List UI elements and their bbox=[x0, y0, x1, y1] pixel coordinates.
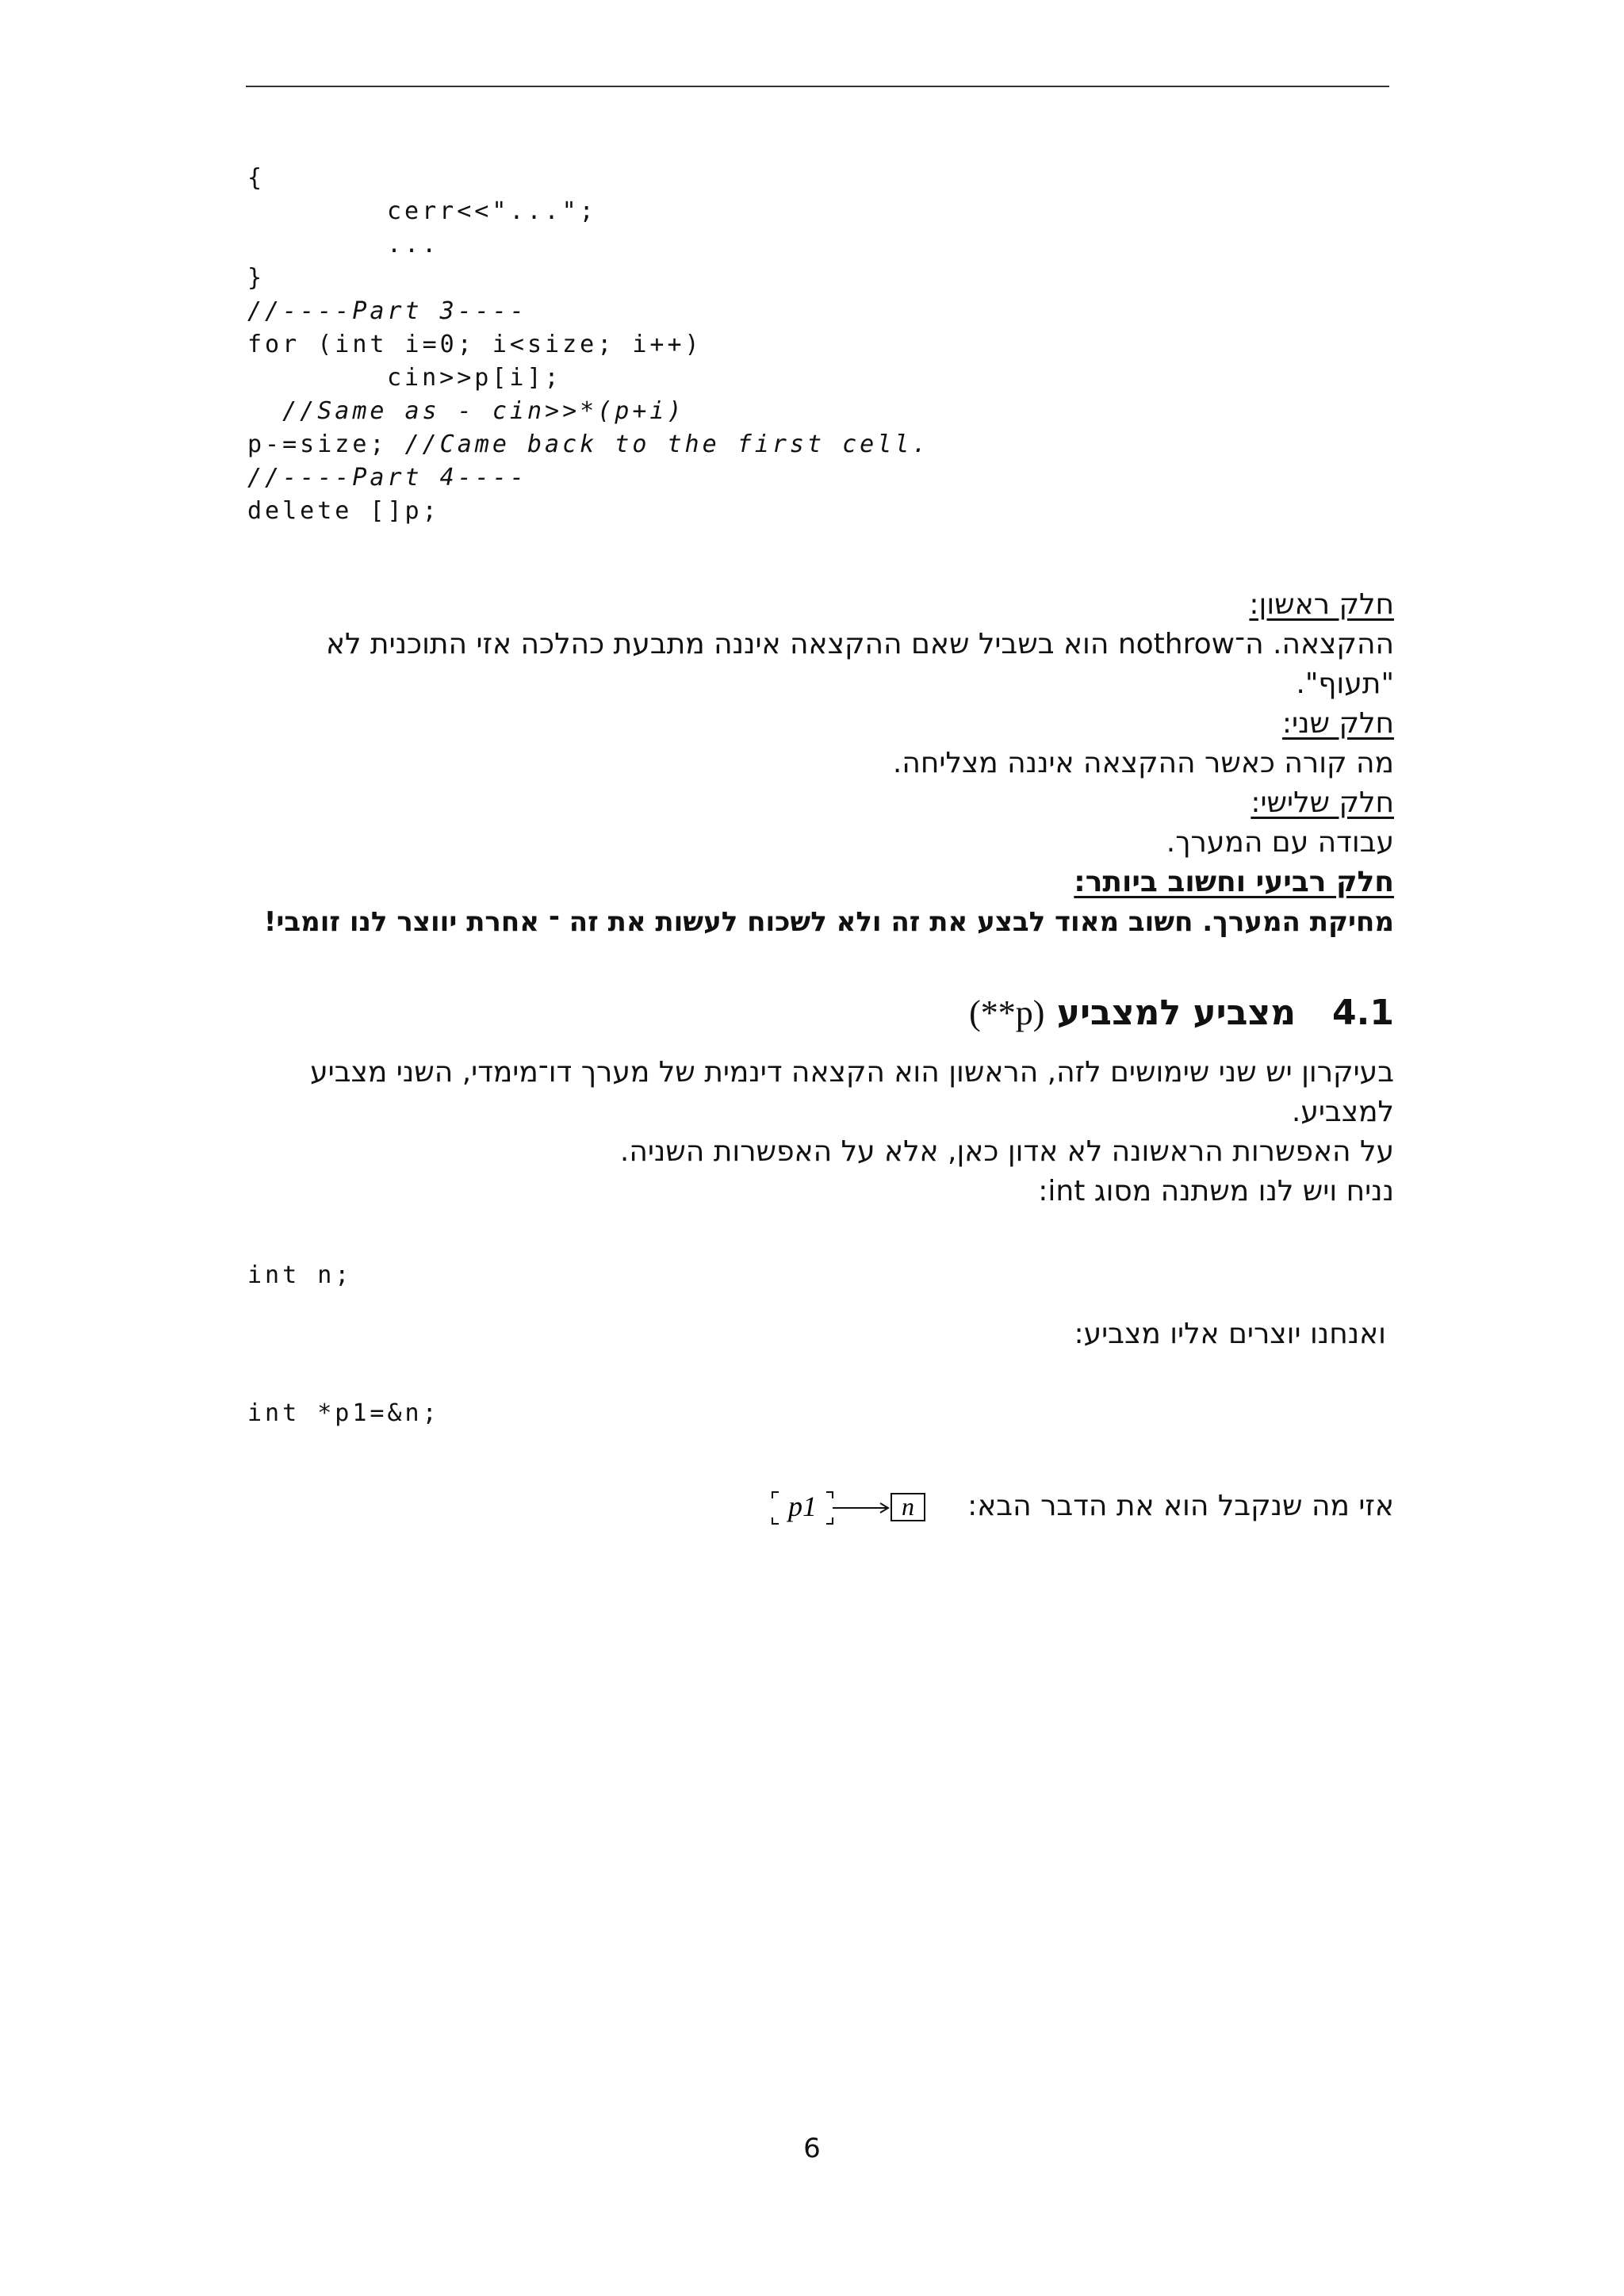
code-block bbox=[247, 162, 929, 528]
pointer-diagram bbox=[769, 1481, 936, 1529]
part3-heading: חלק שלישי: bbox=[1251, 786, 1394, 819]
part2-text: מה קורה כאשר ההקצאה איננה מצליחה. bbox=[892, 747, 1394, 779]
section-title-code: (**p) bbox=[969, 993, 1045, 1032]
part4-heading: חלק רביעי וחשוב ביותר: bbox=[1074, 866, 1394, 898]
section-heading bbox=[969, 991, 1394, 1035]
code-line: } bbox=[247, 264, 266, 292]
paragraph-int-variable: נניח ויש לנו משתנה מסוג int: bbox=[1038, 1175, 1394, 1207]
header-rule bbox=[246, 86, 1389, 87]
section-title: מצביע למצביע bbox=[1056, 993, 1297, 1033]
code-line: delete []p; bbox=[247, 497, 440, 525]
part3-text: עבודה עם המערך. bbox=[1166, 826, 1394, 859]
paragraph-options: על האפשרות הראשונה לא אדון כאן, אלא על האפשרות השניה. bbox=[619, 1135, 1394, 1168]
part1-text: ההקצאה. ה־nothrow הוא בשביל שאם ההקצאה איננה מתבעת כהלכה אזי התוכנית לא "תעוף". bbox=[325, 628, 1394, 700]
code-line: cerr<<"..."; bbox=[387, 197, 597, 225]
section-number: 4.1 bbox=[1332, 993, 1394, 1033]
code-line: ... bbox=[387, 231, 440, 258]
code-line: //Same as - cin>>*(p+i) bbox=[247, 397, 685, 425]
page-number: 6 bbox=[803, 2133, 821, 2164]
p1-label: p1 bbox=[788, 1490, 817, 1522]
paragraph-uses: בעיקרון יש שני שימושים לזה, הראשון הוא הקצאה דינמית של מערך דו־מימדי, השני מצביע למצביע. bbox=[310, 1056, 1394, 1128]
n-label: n bbox=[902, 1492, 914, 1521]
code-line: { bbox=[247, 164, 266, 192]
code-int-pointer: int *p1=&n; bbox=[247, 1399, 440, 1427]
paragraph-create-pointer: ואנחנו יוצרים אליו מצביע: bbox=[1074, 1318, 1386, 1350]
code-line: //----Part 4---- bbox=[247, 464, 527, 492]
part1-heading: חלק ראשון: bbox=[1249, 588, 1394, 621]
code-line: for (int i=0; i<size; i++) bbox=[247, 331, 703, 358]
paragraph-result: אזי מה שנקבל הוא את הדבר הבא: bbox=[967, 1490, 1394, 1522]
code-line: p-=size; //Came back to the first cell. bbox=[247, 430, 930, 458]
part2-heading: חלק שני: bbox=[1281, 707, 1394, 740]
code-line: //----Part 3---- bbox=[247, 297, 527, 325]
code-int-n: int n; bbox=[247, 1261, 353, 1289]
code-line: cin>>p[i]; bbox=[387, 364, 562, 392]
part4-text: מחיקת המערך. חשוב מאוד לבצע את זה ולא לשכוח לעשות את זה ־ אחרת יווצר לנו זומבי! bbox=[263, 906, 1394, 938]
